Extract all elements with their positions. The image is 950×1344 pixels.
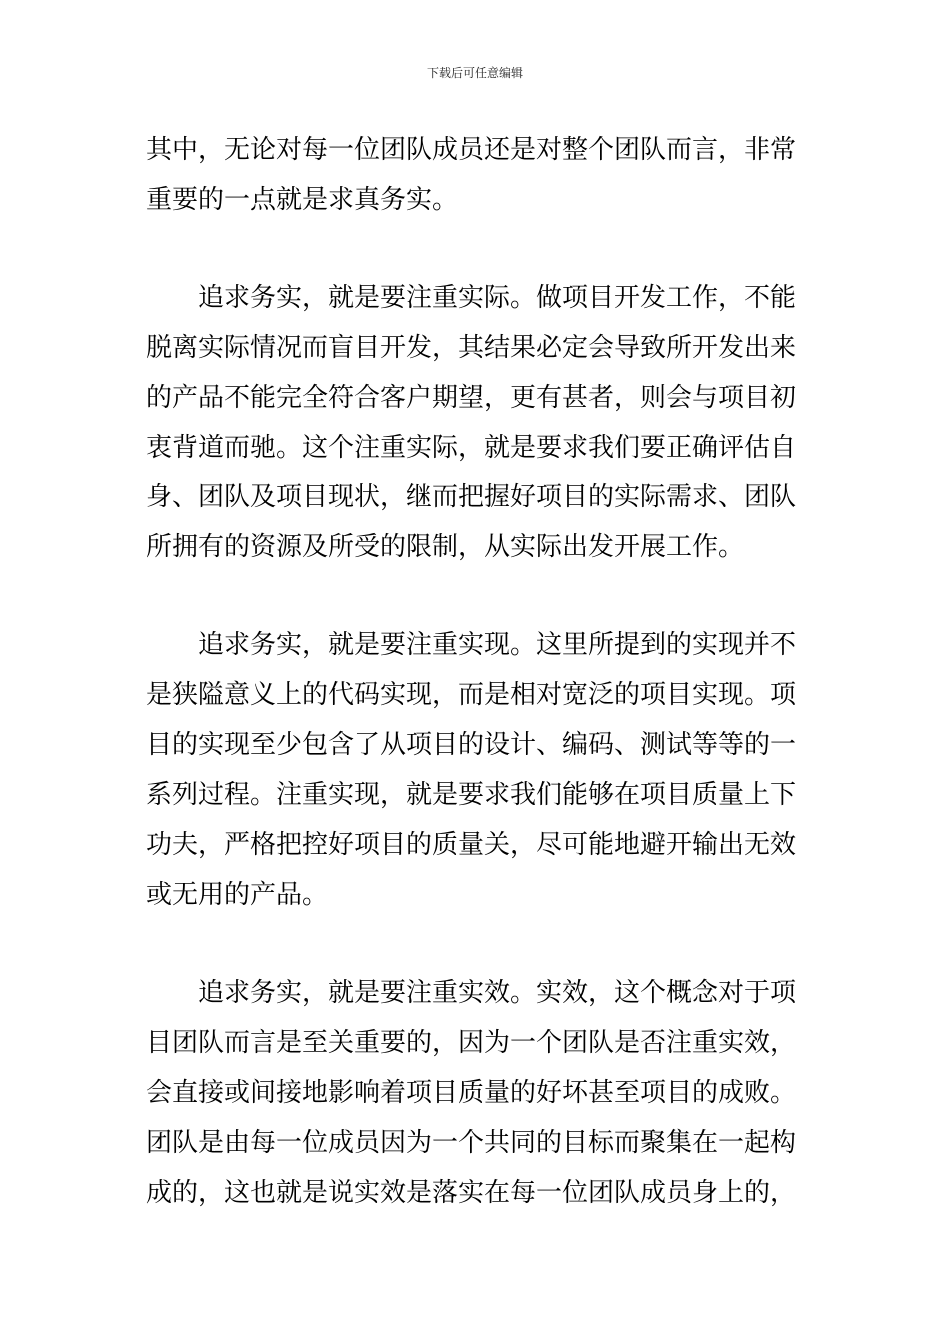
- text-line: 目的实现至少包含了从项目的设计、编码、测试等等的一: [146, 730, 797, 760]
- text-line: 功夫，严格把控好项目的质量关，尽可能地避开输出无效: [146, 830, 797, 860]
- text-line: 是狭隘意义上的代码实现，而是相对宽泛的项目实现。项: [146, 680, 797, 710]
- text-line: 所拥有的资源及所受的限制，从实际出发开展工作。: [146, 532, 745, 562]
- text-line: 会直接或间接地影响着项目质量的好坏甚至项目的成败。: [146, 1078, 797, 1108]
- text-line: 成的，这也就是说实效是落实在每一位团队成员身上的，: [146, 1178, 797, 1208]
- text-line: 或无用的产品。: [146, 880, 329, 910]
- text-line: 团队是由每一位成员因为一个共同的目标而聚集在一起构: [146, 1128, 797, 1158]
- text-line: 目团队而言是至关重要的，因为一个团队是否注重实效，: [146, 1028, 797, 1058]
- page-header: 下载后可任意编辑: [426, 66, 523, 80]
- text-line: 追求务实，就是要注重实现。这里所提到的实现并不: [198, 630, 797, 660]
- text-line: 其中，无论对每一位团队成员还是对整个团队而言，非常: [146, 135, 797, 165]
- text-line: 的产品不能完全符合客户期望，更有甚者，则会与项目初: [146, 383, 797, 413]
- text-line: 追求务实，就是要注重实际。做项目开发工作，不能: [198, 283, 797, 313]
- text-line: 重要的一点就是求真务实。: [146, 185, 459, 215]
- text-line: 身、团队及项目现状，继而把握好项目的实际需求、团队: [146, 482, 797, 512]
- text-line: 衷背道而驰。这个注重实际，就是要求我们要正确评估自: [146, 433, 797, 463]
- text-line: 追求务实，就是要注重实效。实效，这个概念对于项: [198, 978, 797, 1008]
- text-line: 系列过程。注重实现，就是要求我们能够在项目质量上下: [146, 780, 797, 810]
- text-line: 脱离实际情况而盲目开发，其结果必定会导致所开发出来: [146, 333, 797, 363]
